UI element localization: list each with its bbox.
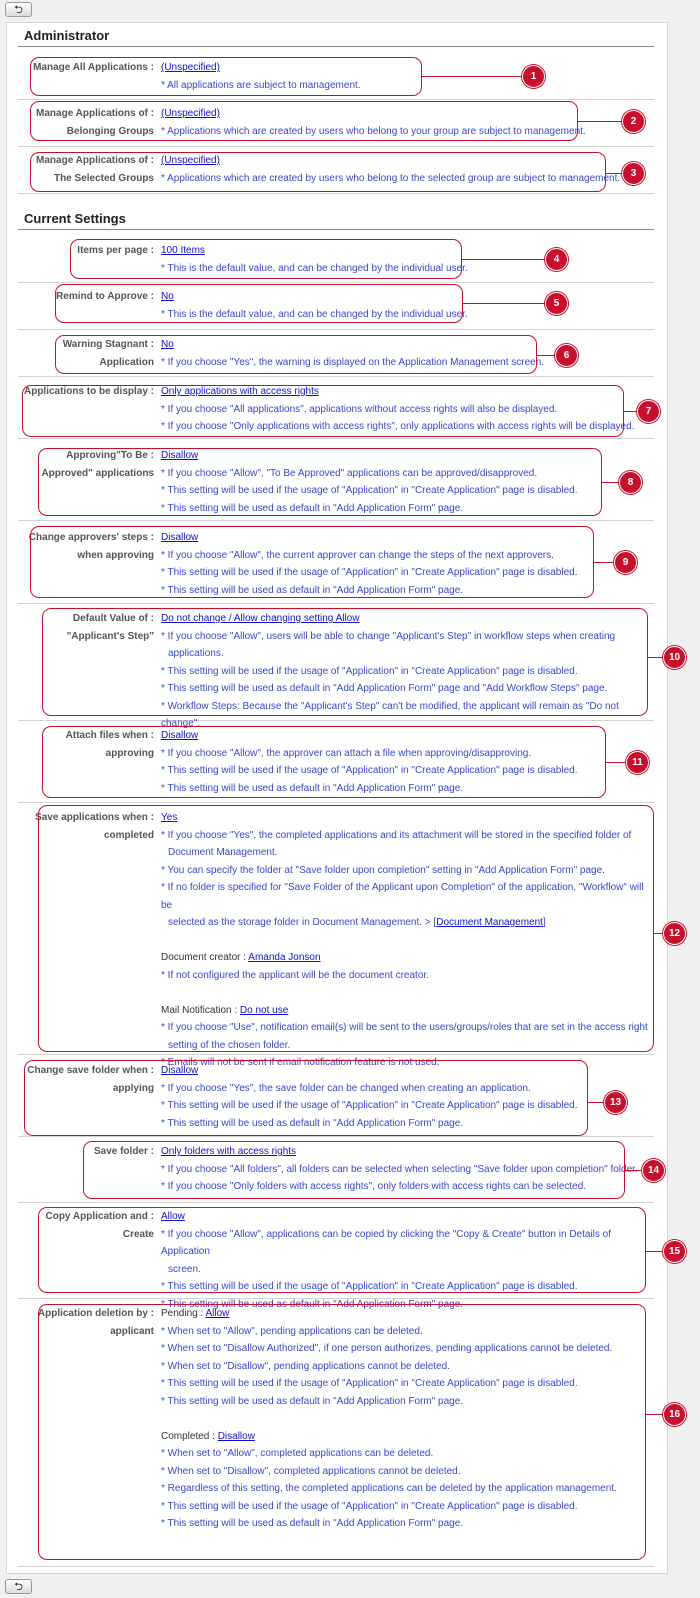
callout-badge-3: 3 [622,162,645,185]
callout-badge-16: 16 [663,1403,686,1426]
row-note: * This setting will be used if the usage of "Application" in "Create Application" page is disabled. [161,1500,578,1512]
warning-stagnant-link[interactable]: No [161,339,174,350]
attach-files-link[interactable]: Disallow [161,730,199,741]
row-note: * If you choose "Allow", "To Be Approved" applications can be approved/disapproved. [161,467,538,479]
row-note: * This setting will be used if the usage of "Application" in "Create Application" page is disabled. [161,1378,578,1389]
row-note: * If you choose "All applications", applications without access rights will also be displayed. [161,403,558,415]
row-label: Default Value of : "Applicant's Step" [66,613,154,642]
change-approvers-link[interactable]: Disallow [161,532,199,543]
row-approving-to-be-approved [18,439,654,521]
completed-label: Completed : [161,1430,215,1442]
row-note: * If you choose "Use", notification email(s) will be sent to the users/groups/roles that are set in the access right [161,1022,648,1033]
save-folder-link[interactable]: Only folders with access rights [161,1146,297,1157]
document-management-link[interactable]: Document Management [436,917,543,928]
row-note: Document Management. [168,847,278,858]
row-copy-application [18,1203,654,1310]
row-note: * When set to "Allow", completed applications can be deleted. [161,1448,434,1459]
row-note: * Regardless of this setting, the completed applications can be deleted by the application management. [161,1483,617,1494]
row-label: Warning Stagnant : Application [62,339,154,368]
row-note: * This is the default value, and can be changed by the individual user. [161,308,468,320]
mail-notification-link[interactable]: Do not use [239,1004,289,1016]
row-note: * If you choose "Yes", the save folder can be changed when creating an application. [161,1082,531,1094]
applications-display-link[interactable]: Only applications with access rights [161,386,319,397]
section-title-current-settings: Current Settings [18,211,654,230]
callout-badge-5: 5 [545,292,568,315]
row-note: * This setting will be used if the usage of "Application" in "Create Application" page is disabled. [161,1100,578,1111]
callout-badge-1: 1 [522,65,545,88]
callout-badge-2: 2 [622,110,645,133]
row-label: Save applications when : completed [35,812,154,841]
row-label: Application deletion by : applicant [37,1308,154,1337]
callout-line-4 [462,259,545,260]
callout-line-11 [606,762,626,763]
callout-badge-12: 12 [663,922,686,945]
callout-badge-7: 7 [637,400,660,423]
row-manage-all [18,54,654,100]
callout-line-3 [606,173,622,174]
callout-line-15 [646,1251,663,1252]
default-applicant-step-link[interactable]: Do not change / Allow changing setting Allow [161,613,360,624]
row-note: * Applications which are created by users who belong to the selected group are subject to management. [161,172,621,184]
row-save-folder [18,1137,654,1203]
row-note: * When set to "Allow", pending applications can be deleted. [161,1325,423,1337]
row-note: * If you choose "Yes", the completed applications and its attachment will be stored in the specified folder of [161,829,632,841]
manage-all-link[interactable]: (Unspecified) [161,62,220,73]
copy-application-link[interactable]: Allow [161,1211,185,1222]
row-note: setting of the chosen folder. [168,1039,291,1051]
callout-badge-8: 8 [619,471,642,494]
row-label: Manage Applications of : Belonging Groups [36,108,154,137]
back-arrow-icon: ⮌ [14,4,23,16]
row-note: * All applications are subject to management. [161,79,361,91]
callout-line-5 [463,303,545,304]
row-manage-selected [18,147,654,194]
row-label: Save folder : [93,1146,154,1157]
row-default-applicant-step [18,604,654,729]
row-note: * This setting will be used if the usage of "Application" in "Create Application" page is disabled. [161,1281,578,1292]
remind-to-approve-link[interactable]: No [161,291,174,302]
callout-line-9 [594,562,614,563]
row-label: Attach files when : approving [65,730,154,759]
callout-line-16 [646,1414,663,1415]
row-note: * If you choose "Yes", the warning is displayed on the Application Management screen. [161,356,545,368]
row-note: * If you choose "Allow", users will be able to change "Applicant's Step" in workflow steps when creating [161,630,616,642]
callout-badge-4: 4 [545,248,568,271]
callout-line-10 [648,657,663,658]
pending-deletion-link[interactable]: Allow [205,1308,230,1319]
callout-badge-9: 9 [614,551,637,574]
document-creator-link[interactable]: Amanda Jonson [248,952,321,963]
row-label: Manage All Applications : [33,62,154,73]
callout-line-14 [625,1170,642,1171]
row-note: * If you choose "All folders", all folders can be selected when selecting "Save folder upon completion" folder. [161,1163,638,1175]
row-note: * If you choose "Allow", the approver can attach a file when approving/disapproving. [161,747,532,759]
callout-badge-10: 10 [663,646,686,669]
row-note: * Workflow Steps: Because the "Applicant's Step" can't be modified, the applicant will remain as "Do not change". [161,700,619,729]
items-per-page-link[interactable]: 100 Items [161,245,205,256]
row-note: * Applications which are created by users who belong to your group are subject to management. [161,125,586,137]
callout-line-8 [602,482,619,483]
row-note: applications. [168,648,224,659]
row-attach-files [18,721,654,803]
row-label: Items per page : [77,245,154,256]
callout-line-12 [654,933,663,934]
row-save-applications [18,803,654,1068]
row-label: Change save folder when : applying [27,1065,154,1094]
row-note: * If no folder is specified for "Save Folder of the Applicant upon Completion" of the application, "Workflow" will be [161,882,644,911]
row-label: Copy Application and : Create [45,1211,154,1240]
row-note: * This setting will be used as default in "Add Application Form" page. [161,1518,464,1529]
row-note: * If you choose "Only folders with access rights", only folders with access rights can be selected. [161,1181,587,1192]
row-note: screen. [168,1263,201,1275]
pending-label: Pending : [161,1308,204,1319]
row-label: Approving"To Be : Approved" applications [41,450,154,479]
row-note: * This setting will be used if the usage of "Application" in "Create Application" page is disabled. [161,485,578,496]
callout-line-7 [624,411,637,412]
row-note: * This setting will be used as default in "Add Application Form" page. [161,782,464,794]
row-note: * This setting will be used as default in "Add Application Form" page. [161,502,464,514]
row-application-deletion [18,1299,654,1567]
completed-deletion-link[interactable]: Disallow [217,1430,255,1442]
row-note: * When set to "Disallow", pending applications cannot be deleted. [161,1360,450,1372]
row-note: * This setting will be used if the usage of "Application" in "Create Application" page is disabled. [161,765,578,776]
callout-line-2 [578,121,622,122]
row-note: * If you choose "Allow", applications can be copied by clicking the "Copy & Create" button in Details of Application [161,1228,611,1257]
row-note: * This setting will be used as default in "Add Application Form" page. [161,1298,464,1310]
row-note: * When set to "Disallow", completed applications cannot be deleted. [161,1465,461,1477]
row-manage-belonging [18,100,654,147]
row-label: Manage Applications of : The Selected Groups [36,155,154,184]
row-note: * This setting will be used as default in "Add Application Form" page. [161,584,464,596]
manage-belonging-link[interactable]: (Unspecified) [161,108,220,119]
row-applications-display [18,377,654,439]
row-note: * If you choose "Only applications with access rights", only applications with access rights will be displayed. [161,421,635,432]
change-save-folder-link[interactable]: Disallow [161,1065,199,1076]
mail-notification-label: Mail Notification : [161,1004,238,1016]
callout-badge-13: 13 [604,1091,627,1114]
row-note: * This setting will be used if the usage of "Application" in "Create Application" page is disabled. [161,665,578,677]
row-label: Applications to be display : [23,386,154,397]
back-button[interactable] [5,2,32,17]
row-note: * If you choose "Allow", the current approver can change the steps of the next approvers. [161,549,554,561]
save-applications-link[interactable]: Yes [161,812,178,823]
row-note: selected as the storage folder in Document Management. > [ [168,917,437,928]
section-title-administrator: Administrator [18,28,654,47]
row-note: * If not configured the applicant will be the document creator. [161,969,429,981]
row-label: Change approvers' steps : when approving [28,532,154,561]
callout-line-1 [422,76,522,77]
callout-badge-11: 11 [626,751,649,774]
manage-selected-link[interactable]: (Unspecified) [161,155,220,166]
row-label: Remind to Approve : [56,291,154,302]
row-note: * This setting will be used as default in "Add Application Form" page and "Add Workflow Steps" page. [161,683,608,694]
row-note: * This is the default value, and can be changed by the individual user. [161,262,468,274]
callout-line-6 [537,355,555,356]
back-button-bottom[interactable] [5,1579,32,1594]
row-change-approvers-steps [18,521,654,604]
callout-badge-14: 14 [642,1159,665,1182]
row-note: * This setting will be used as default in "Add Application Form" page. [161,1117,464,1129]
row-note: * You can specify the folder at "Save folder upon completion" setting in "Add Application Form" page. [161,864,605,876]
callout-badge-6: 6 [555,344,578,367]
row-note: * This setting will be used as default in "Add Application Form" page. [161,1395,464,1407]
approving-link[interactable]: Disallow [161,450,199,461]
row-note: * This setting will be used if the usage of "Application" in "Create Application" page is disabled. [161,567,578,578]
back-arrow-icon: ⮌ [14,1581,23,1593]
row-note: * When set to "Disallow Authorized", if one person authorizes, pending applications cannot be deleted. [161,1343,613,1354]
bracket-close: ] [542,917,546,928]
callout-line-13 [588,1102,604,1103]
callout-badge-15: 15 [663,1240,686,1263]
row-change-save-folder [18,1055,654,1137]
document-creator-label: Document creator : [161,952,247,963]
row-note: * Emails will not be sent if email notification feature is not used. [161,1057,440,1068]
